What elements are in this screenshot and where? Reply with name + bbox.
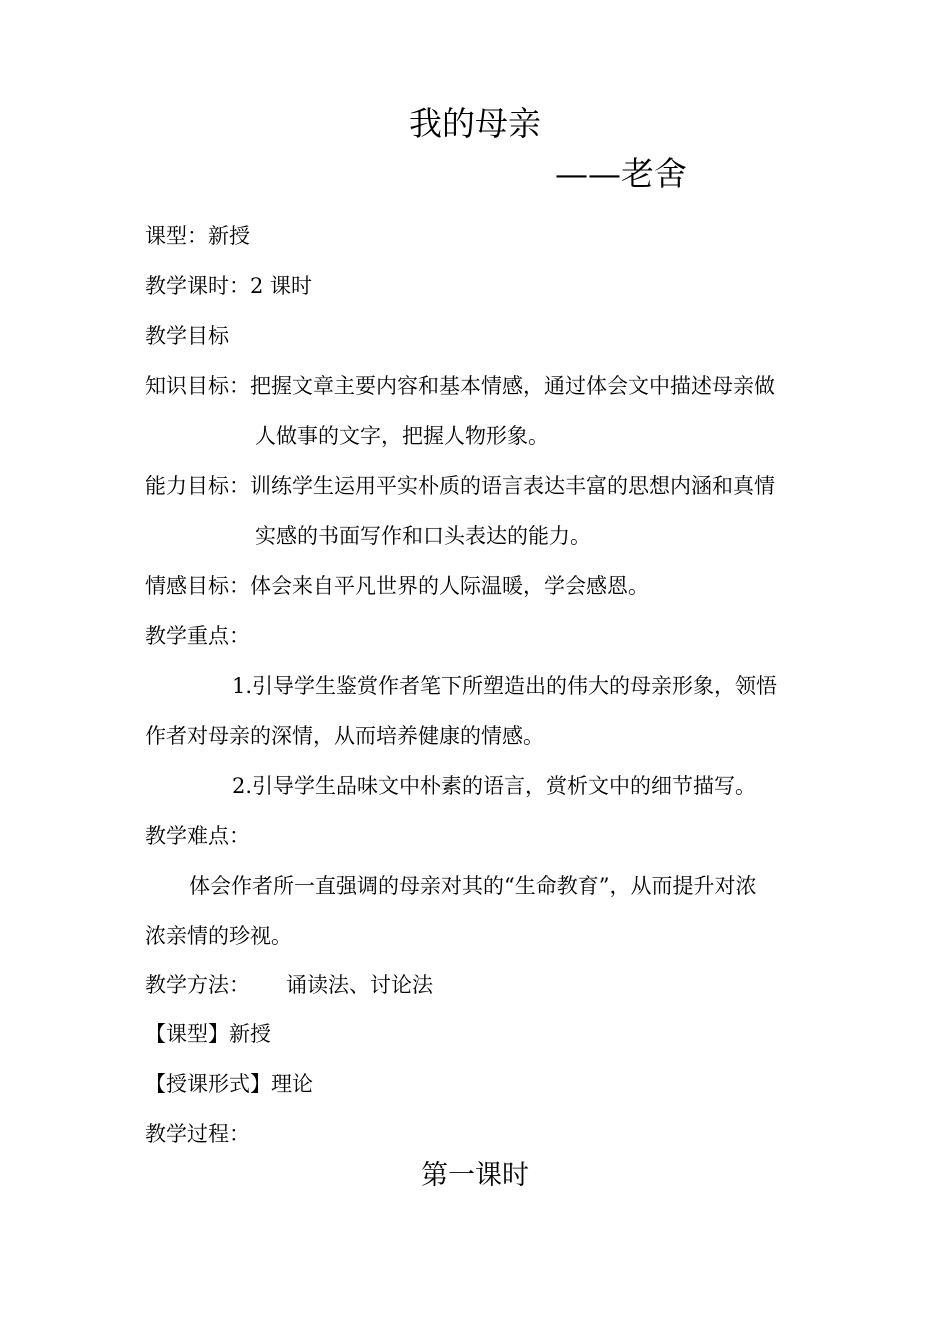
bracket-teaching-form-line: 【授课形式】理论 [145,1072,313,1096]
document-author: ——老舍 [555,154,687,193]
key-point-1-line-2: 作者对母亲的深情，从而培养健康的情感。 [145,724,544,748]
bracket-course-type-line: 【课型】新授 [145,1022,271,1046]
difficulty-heading: 教学难点： [145,824,250,848]
difficulty-line-2: 浓亲情的珍视。 [145,924,292,948]
key-point-2-line: 2.引导学生品味文中朴素的语言，赏析文中的细节描写。 [232,774,757,798]
difficulty-line-1: 体会作者所一直强调的母亲对其的“生命教育”，从而提升对浓 [189,874,757,898]
key-points-heading: 教学重点： [145,624,250,648]
section-title: 第一课时 [421,1160,529,1191]
knowledge-objective-line-2: 人做事的文字，把握人物形象。 [255,424,549,448]
ability-objective-line-2: 实感的书面写作和口头表达的能力。 [255,524,591,548]
key-point-1-line-1: 1.引导学生鉴赏作者笔下所塑造出的伟大的母亲形象，领悟 [232,674,778,698]
methods-label: 教学方法： [145,973,250,997]
process-heading: 教学过程： [145,1122,250,1146]
emotion-objective-line: 情感目标：体会来自平凡世界的人际温暖，学会感恩。 [145,574,649,598]
ability-objective-line-1: 能力目标：训练学生运用平实朴质的语言表达丰富的思想内涵和真情 [145,474,775,498]
course-type-line: 课型：新授 [145,224,250,248]
methods-line [145,970,433,1000]
document-title: 我的母亲 [409,104,541,143]
objectives-heading: 教学目标 [145,324,229,348]
class-hours-line: 教学课时：2 课时 [145,274,313,298]
knowledge-objective-line-1: 知识目标：把握文章主要内容和基本情感，通过体会文中描述母亲做 [145,374,775,398]
methods-value: 诵读法、讨论法 [286,973,433,997]
